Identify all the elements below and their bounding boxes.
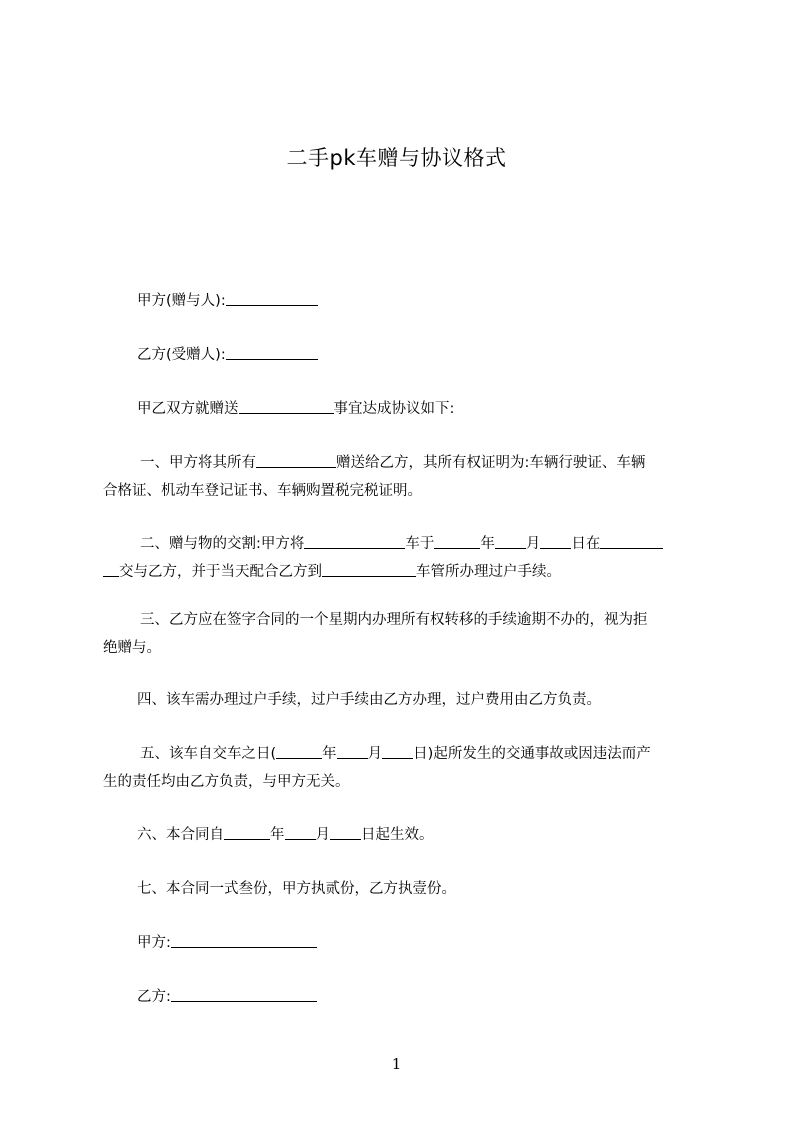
clause-4 bbox=[103, 686, 703, 714]
party-a-line bbox=[103, 287, 703, 315]
clause-1-after: 赠送给乙方，其所有权证明为:车辆行驶证、车辆 bbox=[336, 455, 646, 471]
clause-2-office-blank[interactable] bbox=[322, 561, 416, 577]
clause-2-part2: 车于 bbox=[405, 536, 435, 552]
party-b-label: 乙方(受赠人): bbox=[137, 347, 226, 363]
party-a-blank[interactable] bbox=[226, 290, 318, 306]
signature-a-line bbox=[103, 929, 703, 957]
clause-5-part1: 五、该车自交车之日( bbox=[140, 746, 277, 762]
clause-5-line2: 生的责任均由乙方负责，与甲方无关。 bbox=[103, 774, 350, 790]
clause-6-part3: 月 bbox=[315, 827, 330, 843]
clause-4-text: 四、该车需办理过户手续，过户手续由乙方办理，过户费用由乙方负责。 bbox=[137, 692, 601, 708]
clause-7-text: 七、本合同一式叁份，甲方执贰份，乙方执壹份。 bbox=[137, 881, 456, 897]
document-title: 二手pk车赠与协议格式 bbox=[286, 146, 507, 170]
clause-5-month-blank[interactable] bbox=[337, 743, 368, 759]
clause-1-blank[interactable] bbox=[256, 452, 336, 468]
gift-item-blank[interactable] bbox=[239, 398, 334, 414]
clause-2-car-blank[interactable] bbox=[304, 533, 405, 549]
clause-3-line1: 三、乙方应在签字合同的一个星期内办理所有权转移的手续逾期不办的，视为拒 bbox=[140, 612, 648, 628]
clause-1-line2: 合格证、机动车登记证书、车辆购置税完税证明。 bbox=[103, 483, 422, 499]
clause-6-month-blank[interactable] bbox=[285, 824, 316, 840]
party-b-blank[interactable] bbox=[226, 344, 318, 360]
signature-a-blank[interactable] bbox=[171, 932, 317, 948]
signature-a-label: 甲方: bbox=[137, 935, 171, 951]
party-a-label: 甲方(赠与人): bbox=[137, 293, 226, 309]
clause-2-part1: 二、赠与物的交割:甲方将 bbox=[140, 536, 305, 552]
clause-5 bbox=[103, 740, 703, 796]
page-number: 1 bbox=[391, 1055, 402, 1073]
clause-2-place-blank[interactable] bbox=[600, 533, 663, 549]
clause-2-part3: 年 bbox=[480, 536, 495, 552]
clause-5-part4: 日)起所发生的交通事故或因违法而产 bbox=[413, 746, 651, 762]
clause-5-part2: 年 bbox=[322, 746, 337, 762]
clause-2-day-blank[interactable] bbox=[540, 533, 571, 549]
clause-6-part2: 年 bbox=[270, 827, 285, 843]
signature-b-line bbox=[103, 983, 703, 1011]
clause-2-month-blank[interactable] bbox=[495, 533, 526, 549]
clause-6-part4: 日起生效。 bbox=[361, 827, 434, 843]
clause-7 bbox=[103, 875, 703, 903]
clause-1 bbox=[103, 449, 703, 505]
clause-2 bbox=[103, 530, 703, 586]
clause-1-before: 一、甲方将其所有 bbox=[140, 455, 256, 471]
clause-6-year-blank[interactable] bbox=[224, 824, 270, 840]
clause-2-place-blank-cont[interactable] bbox=[103, 561, 119, 577]
clause-6-day-blank[interactable] bbox=[330, 824, 361, 840]
clause-2-part5: 日在 bbox=[571, 536, 601, 552]
intro-line bbox=[103, 395, 703, 423]
clause-2-part7: 车管所办理过户手续。 bbox=[416, 564, 561, 580]
clause-5-year-blank[interactable] bbox=[276, 743, 322, 759]
intro-after: 事宜达成协议如下: bbox=[333, 401, 455, 417]
clause-3 bbox=[103, 606, 703, 662]
clause-2-part4: 月 bbox=[525, 536, 541, 552]
clause-5-day-blank[interactable] bbox=[382, 743, 413, 759]
clause-6-part1: 六、本合同自 bbox=[137, 827, 224, 843]
clause-2-year-blank[interactable] bbox=[434, 533, 480, 549]
clause-6 bbox=[103, 821, 703, 849]
clause-3-line2: 绝赠与。 bbox=[103, 640, 161, 656]
signature-b-blank[interactable] bbox=[171, 986, 317, 1002]
clause-2-part6: 交与乙方，并于当天配合乙方到 bbox=[119, 564, 322, 580]
clause-5-part3: 月 bbox=[367, 746, 383, 762]
intro-before: 甲乙双方就赠送 bbox=[137, 401, 239, 417]
signature-b-label: 乙方: bbox=[137, 989, 171, 1005]
party-b-line bbox=[103, 341, 703, 369]
